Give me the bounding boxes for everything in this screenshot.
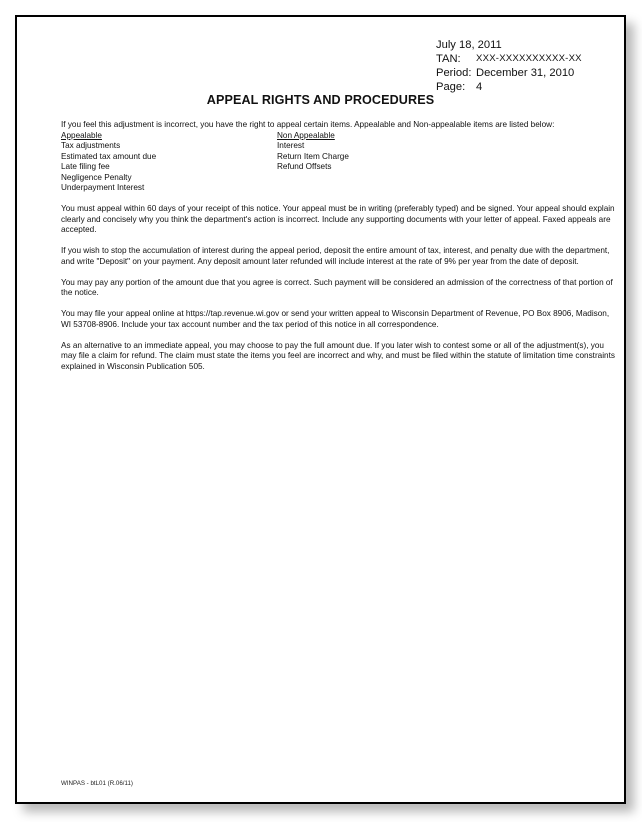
page-number: 4 [476,81,483,93]
notice-date: July 18, 2011 [436,39,502,51]
paragraph-filing-address: You may file your appeal online at https://tap.revenue.wi.gov or send your written appeal to Wisconsin Department of Revenue, PO Box 8906, Madison, WI 53708-8906. Include your tax account number and the tax period of this notice in all correspondence. [61,309,610,329]
notice-header [436,38,582,94]
document-page [15,15,626,804]
document-body [61,120,616,383]
list-item: Return Item Charge [277,151,349,161]
paragraph-deposit: If you wish to stop the accumulation of interest during the appeal period, deposit the entire amount of tax, interest, and penalty due with the department, and write "Deposit" on your payment. Any deposit amount later refunded will include interest at the rate of 9% per year from the date of deposit. [61,246,610,266]
form-footer-code: WINPAS - btL01 (R.06/11) [61,780,133,787]
document-title: APPEAL RIGHTS AND PROCEDURES [206,93,435,107]
list-item: Estimated tax amount due [61,151,157,161]
period-value: December 31, 2010 [476,67,575,79]
intro-text: If you feel this adjustment is incorrect, you have the right to appeal certain items. Appealable and Non-appealable items are listed below: [61,120,555,129]
tan-value: XXX-XXXXXXXXXX-XX [476,53,582,64]
appealable-list [61,131,277,194]
list-item: Tax adjustments [61,141,121,150]
appealable-heading: Appealable [61,130,102,140]
list-item: Refund Offsets [277,162,332,171]
paragraph-appeal-deadline: You must appeal within 60 days of your receipt of this notice. Your appeal must be in writing (preferably typed) and be signed. Your appeal should explain clearly and concisely why you think the department's action is incorrect. Include any supporting documents with your letter of appeal. Faxed appeals are accepted. [61,204,615,234]
list-item: Negligence Penalty [61,172,132,182]
paragraph-partial-payment: You may pay any portion of the amount due that you agree is correct. Such payment will be considered an admission of the correctness of that portion of the notice. [61,277,613,297]
non-appealable-heading: Non Appealable [277,130,335,140]
non-appealable-list [277,131,493,194]
period-label: Period: [436,67,472,79]
tan-label: TAN: [436,53,461,65]
appeal-item-lists [61,131,616,194]
list-item: Late filing fee [61,162,110,171]
page-label: Page: [436,81,466,93]
list-item: Interest [277,141,305,150]
list-item: Underpayment Interest [61,183,145,192]
paragraph-claim-for-refund: As an alternative to an immediate appeal, you may choose to pay the full amount due. If you later wish to contest some or all of the adjustment(s), you may file a claim for refund. The claim must state the items you feel are incorrect and why, and must be filed within the statute of limitation time constraints explained in Wisconsin Publication 505. [61,340,615,371]
